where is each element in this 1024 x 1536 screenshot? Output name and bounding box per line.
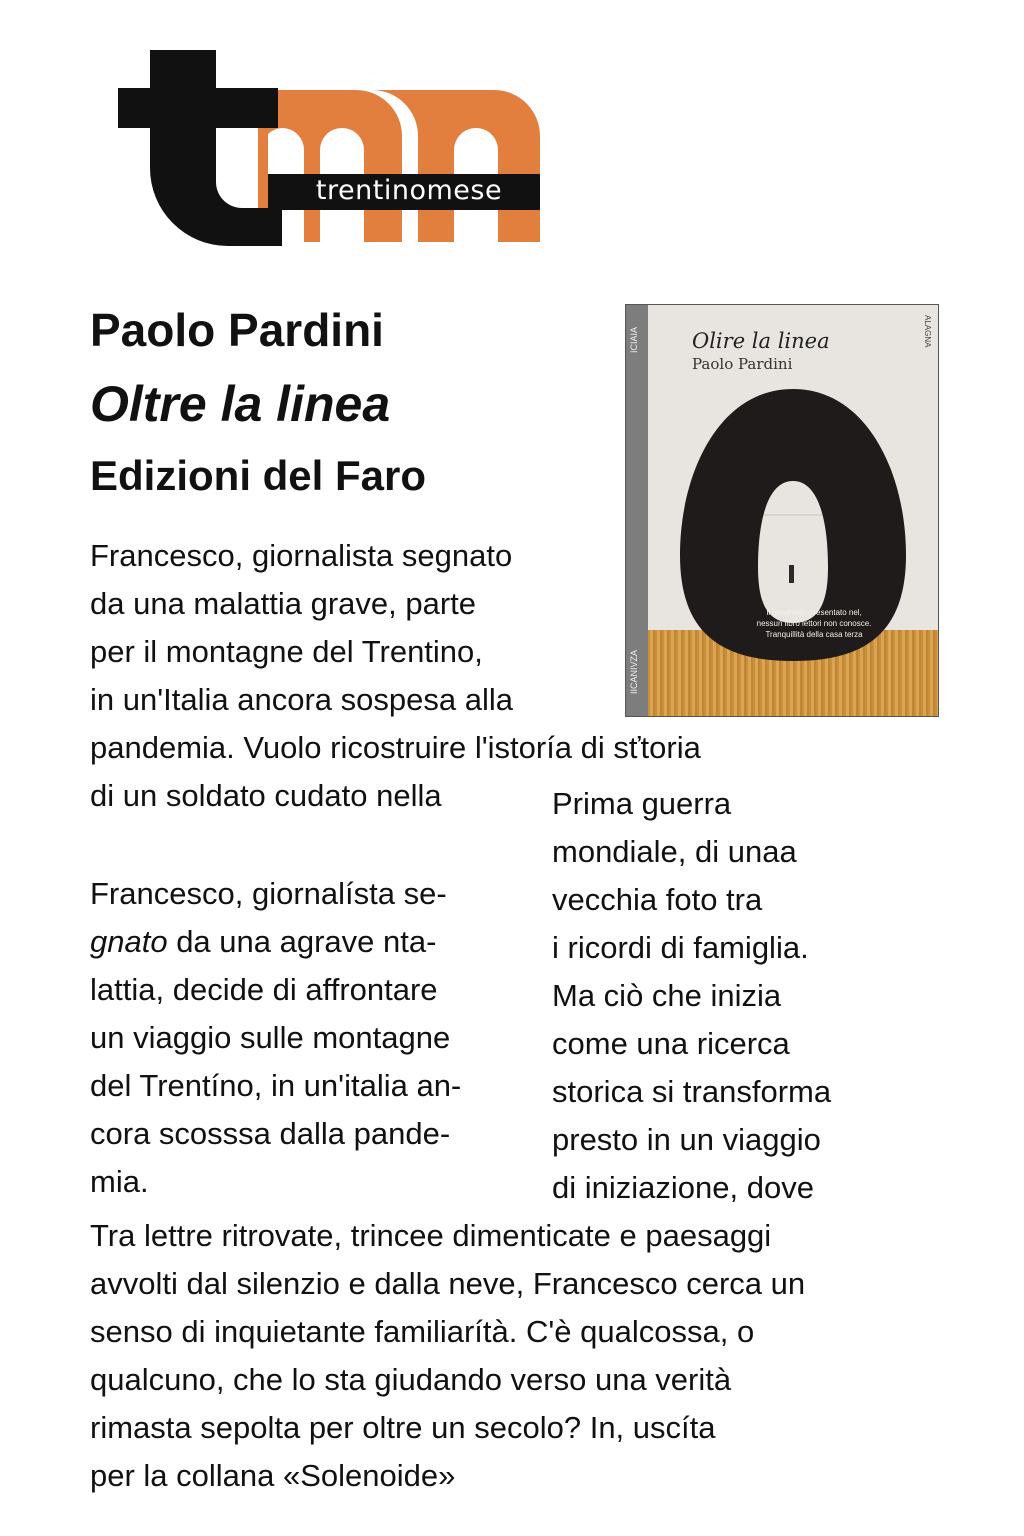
cover-title: Olire la linea	[692, 329, 830, 353]
text-line: Prima guerra	[552, 786, 732, 821]
paragraph-intro	[90, 532, 610, 724]
text-line: di iniziazione, dove	[552, 1170, 814, 1205]
text-line: Ma ciò che inizia	[552, 978, 782, 1013]
text-line: del Trentíno, in un'italia an-	[90, 1068, 462, 1103]
text-line: vecchia foto tra	[552, 882, 763, 917]
text-line: per la collana «Solenoide»	[90, 1458, 456, 1493]
text-line: senso di inquietante familiarítà. C'è qualcossa, o	[90, 1314, 755, 1349]
logo-wordmark: trentinomese	[315, 175, 503, 206]
book-title: Oltre la linea	[90, 376, 391, 432]
text-line: cora scosssa dalla pande-	[90, 1116, 451, 1151]
cover-oval-sculpture	[648, 305, 938, 717]
text-line: Francesco, giornalista segnato	[90, 538, 513, 573]
paragraph-intro-line5: pandemia. Vuolo ricostruire l'istoría di sťtoria	[90, 730, 701, 765]
text-line: presto in un viaggio	[552, 1122, 821, 1157]
italic-word: gnato	[90, 924, 168, 959]
cover-blurb-line: nessun libro lettori non conosce.	[756, 619, 872, 628]
book-publisher: Edizioni del Faro	[90, 452, 427, 499]
cover-spine-bottom-text: IICANIVZA	[629, 649, 639, 694]
text-line: rimasta sepolta per oltre un secolo? In, uscíta	[90, 1410, 716, 1445]
cover-spine-top-text: ICIAIA	[629, 327, 639, 354]
paragraph-left-column	[90, 870, 540, 1206]
text-line: in un'Italia ancora sospesa alla	[90, 682, 513, 717]
text-line: mia.	[90, 1164, 149, 1199]
cover-spine	[626, 305, 648, 716]
text-line: Francesco, giornalísta se-	[90, 876, 447, 911]
text-line: per il montagne del Trentino,	[90, 634, 483, 669]
text-line: Tra lettre ritrovate, trincee dimenticate e paesaggi	[90, 1218, 772, 1253]
book-author: Paolo Pardini	[90, 304, 384, 356]
text-line: lattia, decide di affrontare	[90, 972, 438, 1007]
text-line: da una malattia grave, parte	[90, 586, 477, 621]
text-line: come una ricerca	[552, 1026, 790, 1061]
text-line: mondiale, di unaa	[552, 834, 797, 869]
text-line: un viaggio sulle montagne	[90, 1020, 451, 1055]
paragraph-intro-line6: di un soldato cudato nella	[90, 778, 442, 813]
cover-blurb-line: Il giovinetto presentato nel,	[766, 608, 862, 617]
cover-blurb-line: Tranquillità della casa terza	[765, 630, 863, 639]
text-line	[90, 918, 540, 966]
cover-author: Paolo Pardini	[692, 355, 793, 373]
right-column-text	[552, 780, 992, 1212]
text-line: storica si transforma	[552, 1074, 832, 1109]
cover-blurb	[744, 607, 884, 640]
cover-edge-mark: ALAGNA	[923, 315, 932, 348]
paragraph-closing	[90, 1212, 970, 1500]
book-cover-image	[625, 304, 939, 717]
text-line: i ricordi di famiglia.	[552, 930, 809, 965]
trentinomese-logo	[118, 50, 548, 250]
text-line: qualcuno, che lo sta giudando verso una verità	[90, 1362, 732, 1397]
text-fragment: da una agrave nta-	[167, 924, 437, 959]
text-line: avvolti dal silenzio e dalla neve, Francesco cerca un	[90, 1266, 806, 1301]
tm-logo-mark	[118, 50, 548, 250]
